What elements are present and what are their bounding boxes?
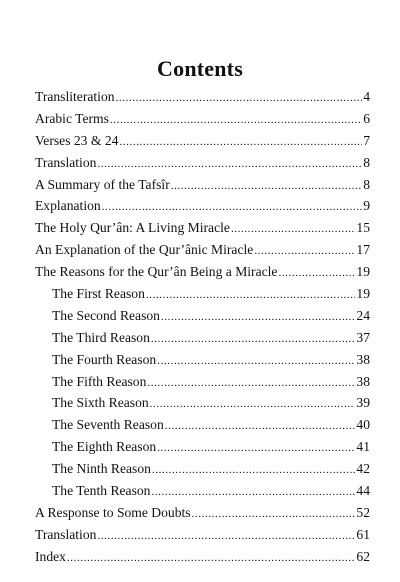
toc-entry-label: Verses 23 & 24: [35, 132, 119, 148]
toc-entry[interactable]: [35, 217, 370, 239]
toc-entry[interactable]: [35, 392, 370, 414]
toc-entry-page-number: 4: [363, 89, 370, 104]
toc-entry-page-number: 52: [356, 504, 370, 520]
dot-leader: [67, 548, 355, 568]
toc-entry-label: The Reasons for the Qur’ân Being a Miracle: [35, 264, 278, 280]
toc-entry-page-number: 17: [356, 242, 370, 258]
toc-entry-label: A Summary of the Tafsîr: [35, 176, 170, 192]
dot-leader: [102, 197, 363, 217]
toc-entry[interactable]: [35, 414, 370, 436]
toc-entry-label: A Response to Some Doubts: [35, 504, 191, 520]
dot-leader: [231, 219, 355, 239]
toc-entry-page-number: 41: [356, 439, 370, 455]
toc-entry[interactable]: [35, 502, 370, 524]
toc-entry-label: The Sixth Reason: [52, 395, 149, 411]
toc-entry-page-number: 37: [356, 329, 370, 345]
toc-entry[interactable]: [35, 152, 370, 174]
toc-entry-label: The Eighth Reason: [52, 439, 157, 455]
dot-leader: [254, 241, 355, 261]
toc-entry[interactable]: [35, 371, 370, 393]
toc-entry-label: Translation: [35, 526, 97, 542]
dot-leader: [146, 285, 356, 305]
dot-leader: [157, 438, 355, 458]
toc-entry-page-number: 44: [356, 483, 370, 499]
toc-entry[interactable]: [35, 524, 370, 546]
toc-entry-page-number: 6: [363, 110, 370, 126]
toc-entry-label: Explanation: [35, 198, 101, 214]
dot-leader: [116, 88, 363, 108]
toc-entry-label: The Tenth Reason: [52, 483, 151, 499]
toc-entry[interactable]: [35, 458, 370, 480]
toc-entry-label: An Explanation of the Qur’ânic Miracle: [35, 242, 254, 258]
dot-leader: [110, 110, 362, 130]
dot-leader: [151, 482, 355, 502]
dot-leader: [150, 394, 356, 414]
toc-entry-page-number: 38: [356, 373, 370, 389]
toc-entry-page-number: 8: [363, 176, 370, 192]
toc-entry-page-number: 19: [356, 286, 370, 302]
toc-entry[interactable]: [35, 108, 370, 130]
toc-entry-page-number: 15: [356, 220, 370, 236]
toc-entry-page-number: 42: [356, 461, 370, 477]
dot-leader: [97, 154, 362, 174]
toc-entry[interactable]: [35, 195, 370, 217]
dot-leader: [119, 132, 362, 152]
toc-entry-page-number: 40: [356, 417, 370, 433]
dot-leader: [152, 460, 355, 480]
dot-leader: [97, 526, 355, 546]
toc-entry-page-number: 8: [363, 154, 370, 170]
toc-entry-label: The Third Reason: [52, 329, 150, 345]
toc-entry-page-number: 24: [356, 307, 370, 323]
toc-entry-page-number: 62: [356, 548, 370, 564]
toc-entry[interactable]: [35, 261, 370, 283]
toc-entry-label: The Ninth Reason: [52, 461, 151, 477]
toc-entry[interactable]: [35, 436, 370, 458]
dot-leader: [192, 504, 356, 524]
toc-entry-label: The Fifth Reason: [52, 373, 147, 389]
dot-leader: [161, 307, 355, 327]
toc-entry[interactable]: [35, 130, 370, 152]
toc-entry-page-number: 19: [356, 264, 370, 280]
toc-entry[interactable]: [35, 239, 370, 261]
toc-entry-label: The Seventh Reason: [52, 417, 164, 433]
dot-leader: [147, 373, 355, 393]
toc-entry-label: The First Reason: [52, 286, 145, 302]
toc-entry-label: The Holy Qur’ân: A Living Miracle: [35, 220, 230, 236]
toc-entry[interactable]: [35, 349, 370, 371]
toc-entry-label: The Second Reason: [52, 307, 160, 323]
toc-entry[interactable]: [35, 174, 370, 196]
toc-entry[interactable]: [35, 283, 370, 305]
toc-entry-page-number: 38: [356, 351, 370, 367]
toc-entry-label: Translation: [35, 154, 97, 170]
dot-leader: [151, 329, 356, 349]
toc-entry[interactable]: [35, 546, 370, 568]
toc-entry[interactable]: [35, 305, 370, 327]
toc-entry[interactable]: [35, 86, 370, 108]
toc-entry-label: Arabic Terms: [35, 110, 109, 126]
toc-entry[interactable]: [35, 480, 370, 502]
table-of-contents: [35, 86, 370, 568]
dot-leader: [278, 263, 355, 283]
toc-entry-page-number: 61: [356, 526, 370, 542]
dot-leader: [157, 351, 355, 371]
toc-entry-label: Index: [35, 548, 66, 564]
toc-entry-label: The Fourth Reason: [52, 351, 157, 367]
toc-entry-page-number: 7: [363, 132, 370, 148]
toc-entry[interactable]: [35, 327, 370, 349]
toc-entry-page-number: 9: [363, 198, 370, 214]
dot-leader: [171, 176, 362, 196]
dot-leader: [165, 416, 356, 436]
toc-entry-page-number: 39: [356, 395, 370, 411]
toc-entry-label: Transliteration: [35, 89, 115, 104]
page-title: Contents: [157, 56, 243, 81]
